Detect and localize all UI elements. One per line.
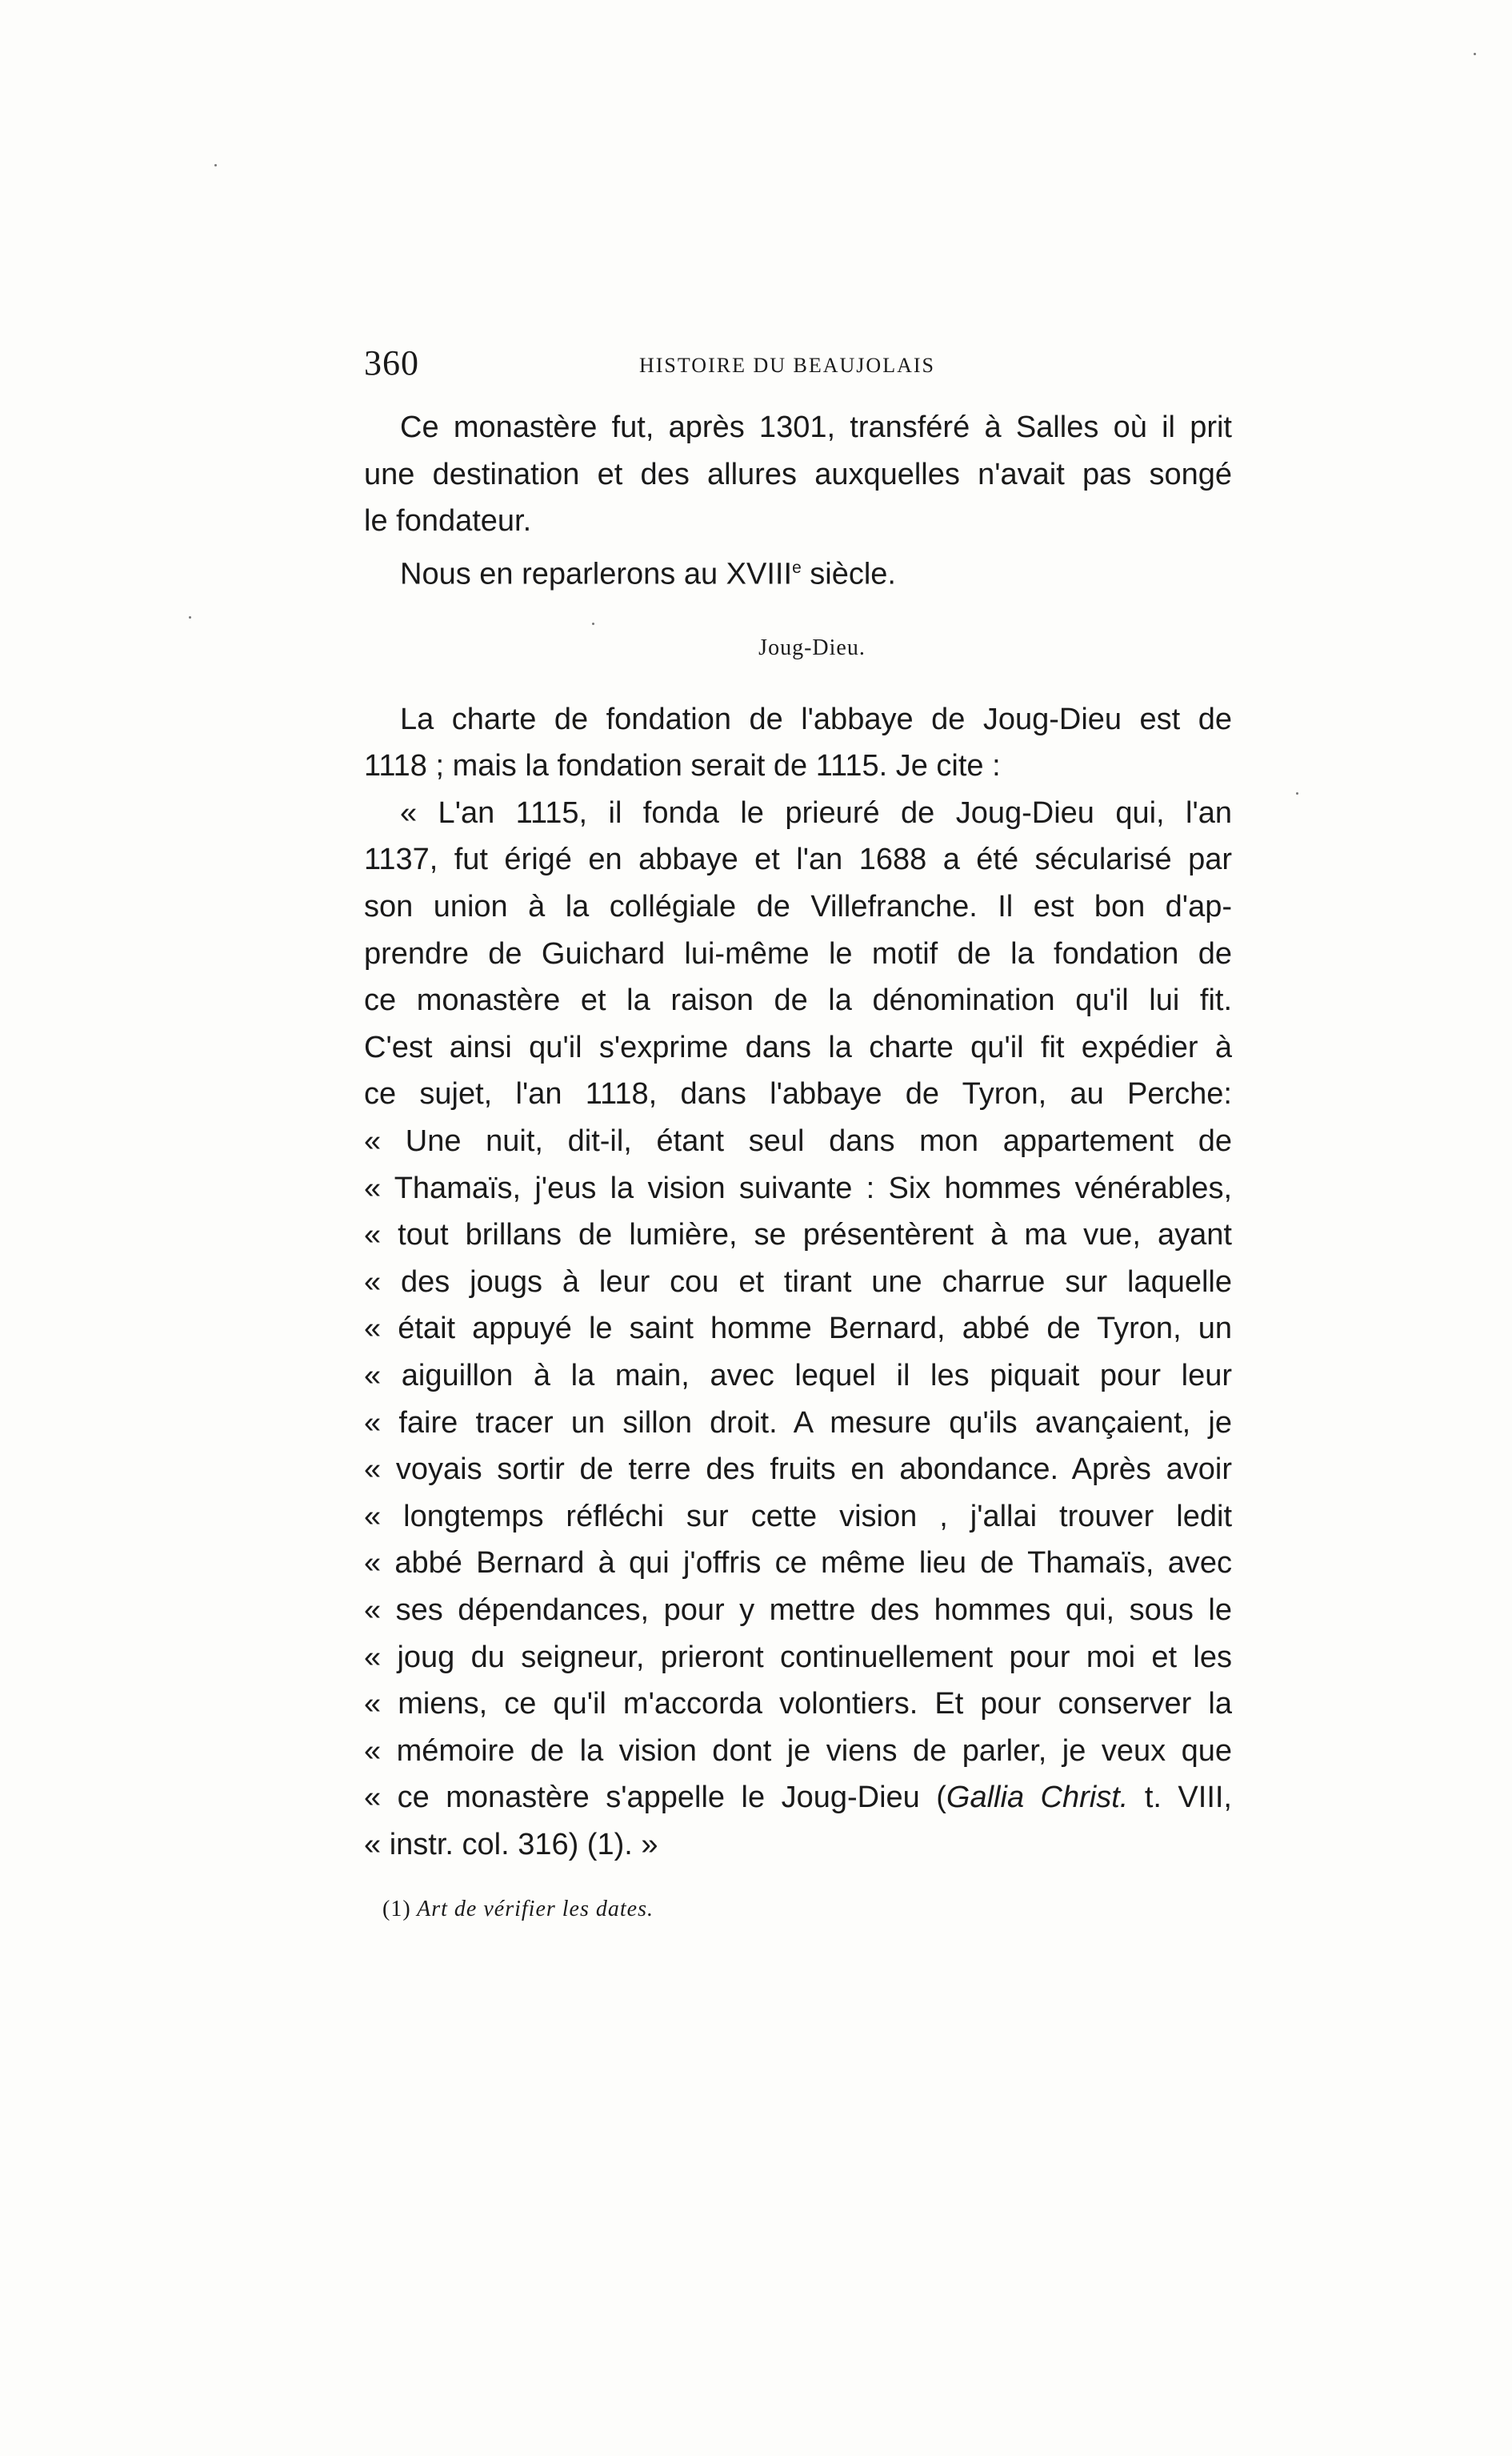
paper-speck bbox=[1474, 53, 1476, 55]
quote-line: « abbé Bernard à qui j'offris ce même lieu de Thamaïs, avec bbox=[364, 1546, 1232, 1581]
section-title: Joug-Dieu. bbox=[758, 635, 866, 661]
quote-line: « mémoire de la vision dont je viens de parler, je veux que bbox=[364, 1733, 1232, 1768]
century-superscript: e bbox=[792, 558, 802, 577]
body-text bbox=[364, 404, 1232, 1868]
text-line: le fondateur. bbox=[364, 504, 532, 539]
page-header bbox=[364, 343, 1264, 391]
text-line: prendre de Guichard lui-même le motif de la fondation de bbox=[364, 936, 1232, 971]
quote-line: « des jougs à leur cou et tirant une charrue sur laquelle bbox=[364, 1264, 1232, 1299]
footnote-text: Art de vérifier les dates. bbox=[417, 1897, 654, 1921]
quote-line: « miens, ce qu'il m'accorda volontiers. Et pour conserver la bbox=[364, 1687, 1232, 1721]
reparlerons-text: Nous en reparlerons au XVIII bbox=[400, 557, 793, 591]
quote-line: « était appuyé le saint homme Bernard, abbé de Tyron, un bbox=[364, 1312, 1232, 1346]
paper-speck bbox=[189, 616, 191, 619]
reparlerons-tail: siècle. bbox=[801, 557, 896, 591]
text-line: 1118 ; mais la fondation serait de 1115. Je cite : bbox=[364, 749, 1001, 783]
quote-line: « Thamaïs, j'eus la vision suivante : Six hommes vénérables, bbox=[364, 1171, 1232, 1205]
gallia-after: t. VIII, bbox=[1128, 1781, 1232, 1815]
quote-line: « voyais sortir de terre des fruits en abondance. Après avoir bbox=[364, 1452, 1232, 1487]
paper-speck bbox=[1296, 792, 1298, 795]
text-line: son union à la collégiale de Villefranche. Il est bon d'ap- bbox=[364, 890, 1232, 924]
paper-speck bbox=[214, 164, 217, 166]
quote-line: « tout brillans de lumière, se présentèrent à ma vue, ayant bbox=[364, 1218, 1232, 1252]
paragraph-citation bbox=[364, 790, 1232, 1869]
footnote bbox=[382, 1897, 654, 1922]
quote-line: « joug du seigneur, prieront continuellement pour moi et les bbox=[364, 1640, 1232, 1674]
paper-speck bbox=[592, 623, 594, 625]
quote-line: « ses dépendances, pour y mettre des hommes qui, sous le bbox=[364, 1593, 1232, 1627]
text-line: ce sujet, l'an 1118, dans l'abbaye de Tyron, au Perche: bbox=[364, 1077, 1232, 1112]
quote-line: « longtemps réfléchi sur cette vision , j'allai trouver ledit bbox=[364, 1499, 1232, 1533]
text-line: « L'an 1115, il fonda le prieuré de Joug-Dieu qui, l'an bbox=[400, 795, 1232, 830]
gallia-before: « ce monastère s'appelle le Joug-Dieu ( bbox=[364, 1781, 946, 1815]
text-line: La charte de fondation de l'abbaye de Joug-Dieu est de bbox=[400, 702, 1232, 736]
text-line: une destination et des allures auxquelles n'avait pas songé bbox=[364, 457, 1232, 491]
gallia-christ-title: Gallia Christ. bbox=[946, 1781, 1129, 1815]
quote-line: « aiguillon à la main, avec lequel il les piquait pour leur bbox=[364, 1358, 1232, 1392]
footnote-number: (1) bbox=[382, 1897, 411, 1921]
text-line bbox=[400, 545, 1232, 598]
quote-line bbox=[364, 1774, 1232, 1821]
text-line: 1137, fut érigé en abbaye et l'an 1688 a été sécularisé par bbox=[364, 843, 1232, 877]
quote-line: « Une nuit, dit-il, étant seul dans mon appartement de bbox=[364, 1124, 1232, 1158]
text-line: Ce monastère fut, après 1301, transféré à Salles où il prit bbox=[400, 411, 1232, 444]
paragraph-salles bbox=[364, 404, 1232, 545]
paragraph-charte bbox=[364, 696, 1232, 790]
text-line: C'est ainsi qu'il s'exprime dans la charte qu'il fit expédier à bbox=[364, 1030, 1232, 1064]
quote-line: « faire tracer un sillon droit. A mesure qu'ils avançaient, je bbox=[364, 1405, 1232, 1440]
text-line: ce monastère et la raison de la dénomination qu'il lui fit. bbox=[364, 984, 1232, 1018]
running-head: HISTOIRE DU BEAUJOLAIS bbox=[639, 354, 935, 377]
page-number: 360 bbox=[364, 343, 419, 383]
paragraph-reparlerons bbox=[400, 545, 1232, 598]
quote-line: « instr. col. 316) (1). » bbox=[364, 1827, 658, 1861]
